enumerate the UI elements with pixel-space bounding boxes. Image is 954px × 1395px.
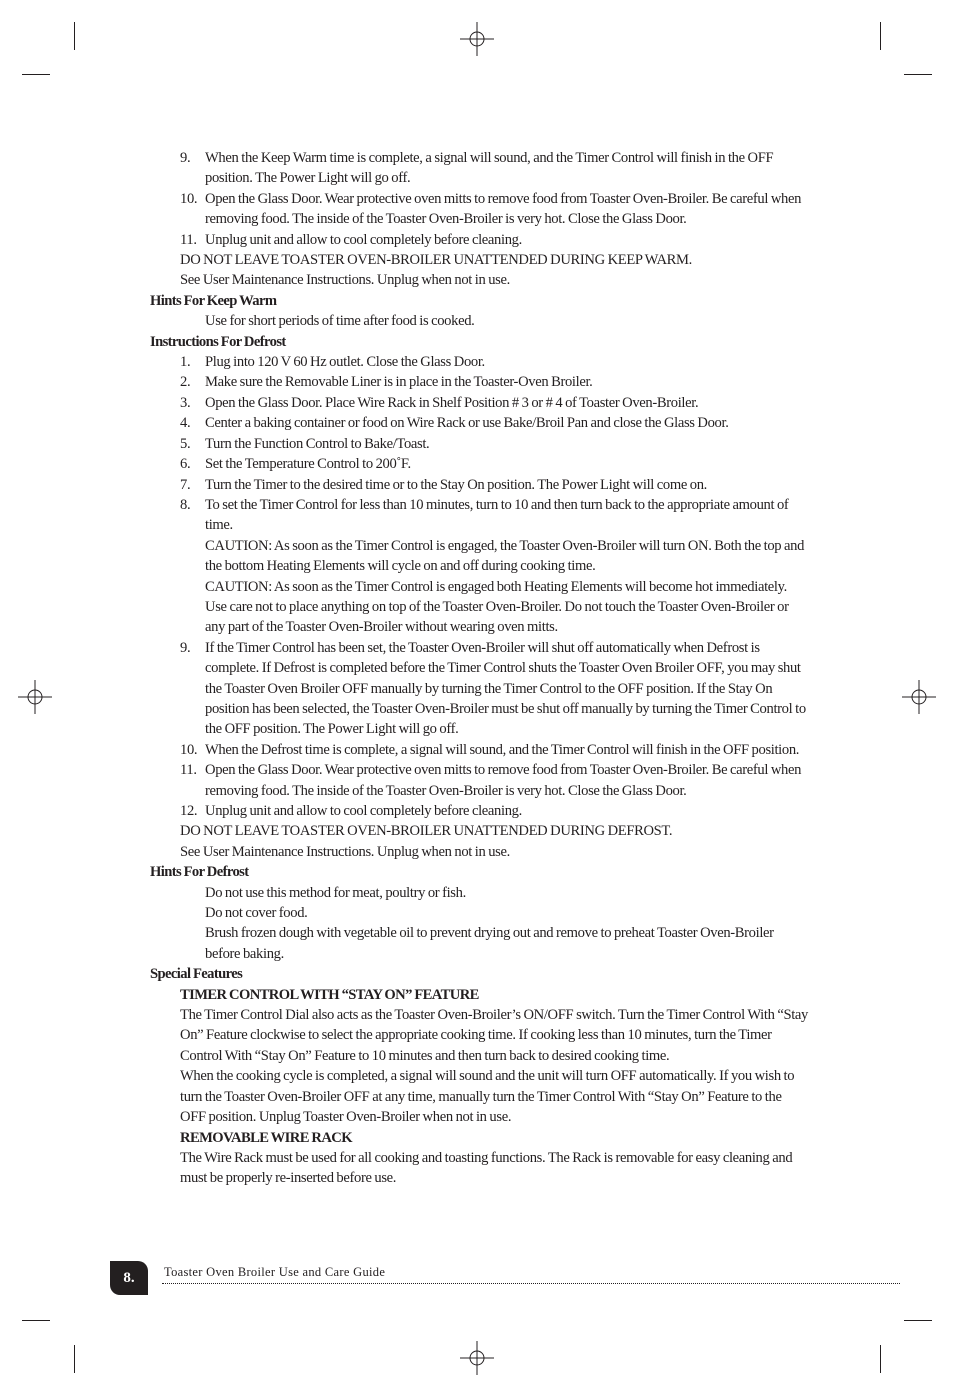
list-item-text: Center a baking container or food on Wire Rack or use Bake/Broil Pan and close the Glass Door.: [205, 415, 729, 432]
crop-mark: [74, 1345, 75, 1373]
paragraph: DO NOT LEAVE TOASTER OVEN-BROILER UNATTENDED DURING KEEP WARM.: [180, 252, 692, 269]
list-item: [150, 740, 810, 760]
list-item: [150, 352, 810, 372]
list-item-number: 6.: [180, 456, 191, 473]
registration-mark-icon: [460, 1341, 494, 1375]
list-item-number: 8.: [180, 496, 191, 513]
list-item: [150, 475, 810, 495]
list-item-number: 10.: [180, 741, 198, 758]
crop-mark: [880, 1345, 881, 1373]
list-item-number: 5.: [180, 435, 191, 452]
list-item-text: To set the Timer Control for less than 10 minutes, turn to 10 and then turn back to the appropriate amount of time.: [205, 496, 789, 534]
list-item-text: Plug into 120 V 60 Hz outlet. Close the Glass Door.: [205, 354, 485, 371]
crop-mark: [904, 1320, 932, 1321]
list-item: [150, 372, 810, 392]
crop-mark: [74, 22, 75, 50]
paragraph: The Wire Rack must be used for all cooking and toasting functions. The Rack is removable for easy cleaning and must be properly re-inserted before use.: [180, 1149, 793, 1187]
registration-mark-icon: [460, 22, 494, 56]
list-item: [150, 189, 810, 230]
list-item: [150, 148, 810, 189]
indented-paragraph: Brush frozen dough with vegetable oil to prevent drying out and remove to preheat Toaster Oven-Broiler before baking.: [205, 925, 774, 962]
list-item-number: 4.: [180, 415, 191, 432]
section-heading: Hints For Defrost: [150, 864, 249, 881]
list-item-text: Open the Glass Door. Wear protective oven mitts to remove food from Toaster Oven-Broiler. Be careful when removing food. The inside of the Toaster Oven-Broiler is very hot. Close the Glass Door.: [205, 762, 802, 799]
list-item: [150, 413, 810, 433]
list-item-text: Unplug unit and allow to cool completely before cleaning.: [205, 803, 522, 819]
paragraph: See User Maintenance Instructions. Unplug when not in use.: [180, 843, 510, 860]
list-item-number: 1.: [180, 354, 191, 371]
list-item: [150, 801, 810, 821]
page-footer: [110, 1257, 900, 1297]
list-item-text: Unplug unit and allow to cool completely before cleaning.: [205, 231, 522, 248]
registration-mark-icon: [902, 680, 936, 714]
list-item-text: Make sure the Removable Liner is in place in the Toaster-Oven Broiler.: [205, 374, 593, 391]
list-item: [150, 454, 810, 474]
document-body: [150, 148, 810, 1189]
list-item-text: If the Timer Control has been set, the Toaster Oven-Broiler will shut off automatically when Defrost is complete. If Defrost is completed before the Timer Control shuts the Toaster Oven Broiler OFF, you may shut the Toaster Oven Broiler OFF manually by turning the Timer Control to the OFF position. If the Stay On position has been selected, the Toaster Oven-Broiler must be shut off manually by turning the Timer Control to the OFF position. The Power Light will go off.: [205, 639, 806, 738]
subsection-heading: TIMER CONTROL WITH “STAY ON” FEATURE: [180, 986, 479, 1003]
list-item-number: 11.: [180, 231, 197, 248]
subsection-heading: REMOVABLE WIRE RACK: [180, 1129, 352, 1146]
crop-mark: [22, 74, 50, 75]
list-item: [150, 434, 810, 454]
list-item-number: 9.: [180, 639, 191, 656]
list-item-text: When the Defrost time is complete, a signal will sound, and the Timer Control will finish in the OFF position.: [205, 741, 800, 758]
list-item: [150, 495, 810, 536]
paragraph: When the cooking cycle is completed, a signal will sound and the unit will turn OFF automatically. If you wish to turn the Toaster Oven-Broiler OFF at any time, manually turn the Timer Control With “Stay On” Feature to the OFF position. Unplug Toaster Oven-Broiler when not in use.: [180, 1068, 795, 1126]
section-heading: Instructions For Defrost: [150, 333, 286, 350]
paragraph: The Timer Control Dial also acts as the Toaster Oven-Broiler’s ON/OFF switch. Turn the Timer Control With “Stay On” Feature clockwise to select the appropriate cooking time. If cooking less than 10 minutes, turn the Timer Control With “Stay On” Feature to 10 minutes and then turn back to desired cooking time.: [180, 1007, 809, 1064]
list-item: [150, 393, 810, 413]
list-item-text: Turn the Function Control to Bake/Toast.: [205, 435, 430, 452]
footer-dotted-rule: [162, 1283, 900, 1284]
list-item: [150, 230, 810, 250]
list-item: [150, 638, 810, 740]
indented-paragraph: CAUTION: As soon as the Timer Control is engaged both Heating Elements will become hot immediately. Use care not to place anything on top of the Toaster Oven-Broiler. Do not touch the Toaster Oven-Broiler or any part of the Toaster Oven-Broiler without wearing oven mitts.: [205, 578, 789, 636]
paragraph: DO NOT LEAVE TOASTER OVEN-BROILER UNATTENDED DURING DEFROST.: [180, 823, 673, 840]
list-item-text: When the Keep Warm time is complete, a signal will sound, and the Timer Control will finish in the OFF position. The Power Light will go off.: [205, 150, 774, 187]
paragraph: See User Maintenance Instructions. Unplug when not in use.: [180, 272, 510, 289]
indented-paragraph: Do not use this method for meat, poultry or fish.: [205, 884, 466, 901]
registration-mark-icon: [18, 680, 52, 714]
list-item-text: Open the Glass Door. Wear protective oven mitts to remove food from Toaster Oven-Broiler. Be careful when removing food. The inside of the Toaster Oven-Broiler is very hot. Close the Glass Door.: [205, 190, 802, 228]
crop-mark: [904, 74, 932, 75]
crop-mark: [880, 22, 881, 50]
indented-paragraph: Do not cover food.: [205, 905, 308, 922]
list-item-number: 10.: [180, 190, 198, 207]
section-heading: Hints For Keep Warm: [150, 292, 277, 309]
indented-paragraph: Use for short periods of time after food is cooked.: [205, 313, 475, 330]
crop-mark: [22, 1320, 50, 1321]
list-item-number: 2.: [180, 374, 191, 391]
list-item-text: Turn the Timer to the desired time or to the Stay On position. The Power Light will come on.: [205, 476, 707, 493]
list-item: [150, 760, 810, 801]
section-heading: Special Features: [150, 966, 243, 983]
list-item-number: 9.: [180, 150, 191, 166]
list-item-number: 3.: [180, 394, 191, 411]
list-item-number: 7.: [180, 476, 191, 493]
indented-paragraph: CAUTION: As soon as the Timer Control is engaged, the Toaster Oven-Broiler will turn ON. Both the top and the bottom Heating Elements will cycle on and off during cooking time.: [205, 537, 805, 575]
footer-title: Toaster Oven Broiler Use and Care Guide: [164, 1265, 386, 1279]
page-number-badge: 8.: [110, 1261, 148, 1295]
list-item-text: Open the Glass Door. Place Wire Rack in Shelf Position # 3 or # 4 of Toaster Oven-Broiler.: [205, 394, 699, 411]
list-item-number: 12.: [180, 803, 198, 819]
list-item-number: 11.: [180, 762, 197, 779]
list-item-text: Set the Temperature Control to 200˚F.: [205, 456, 411, 473]
